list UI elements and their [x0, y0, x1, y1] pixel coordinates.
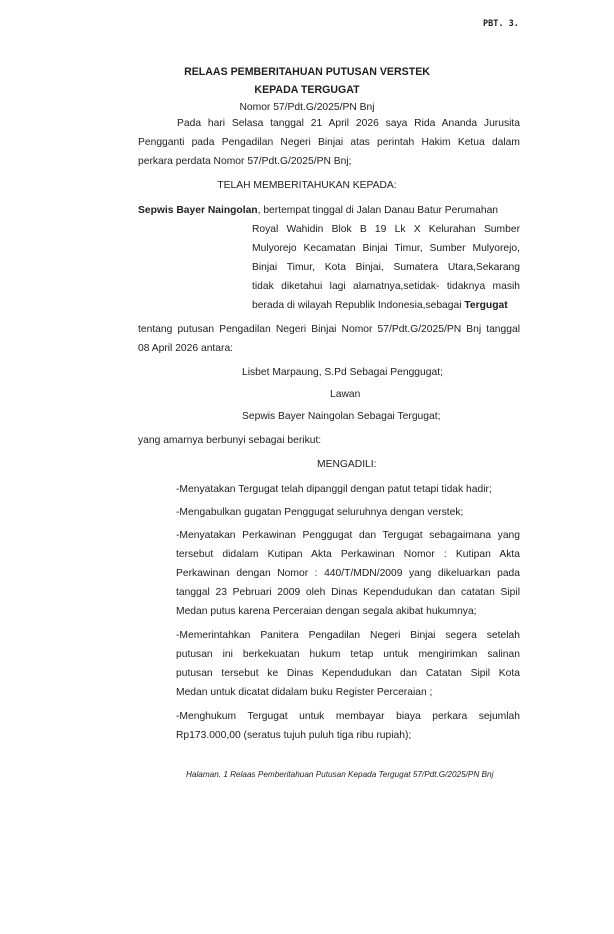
recipient-address-last	[252, 300, 508, 312]
ruling-item-cont: Medan putus karena Perceraian dengan segala akibat hukumnya;	[176, 606, 477, 617]
recipient-address-end: berada di wilayah Republik Indonesia,sebagai	[252, 300, 465, 311]
ruling-item: -Memerintahkan Panitera Pengadilan Negeri Binjai segera setelah	[176, 630, 520, 641]
ruling-item: -Mengabulkan gugatan Penggugat seluruhnya dengan verstek;	[176, 507, 464, 518]
recipient-role: Tergugat	[464, 300, 508, 311]
page-footer: Halaman. 1 Relaas Pemberitahuan Putusan Kepada Tergugat 57/Pdt.G/2025/PN Bnj	[186, 770, 494, 779]
defendant-line: Sepwis Bayer Naingolan Sebagai Tergugat;	[242, 411, 441, 422]
ruling-item-cont: Rp173.000,00 (seratus tujuh puluh tiga ribu rupiah);	[176, 730, 412, 741]
recipient-address-line: Mulyorejo Kecamatan Binjai Timur, Sumber Mulyorejo,	[252, 243, 520, 254]
notice-heading: TELAH MEMBERITAHUKAN KEPADA:	[217, 180, 397, 191]
intro-line-1: Pada hari Selasa tanggal 21 April 2026 saya Rida Ananda Jurusita	[177, 118, 520, 129]
versus-line: Lawan	[330, 389, 361, 400]
ruling-intro: yang amarnya berbunyi sebagai berikut:	[138, 435, 322, 446]
ruling-heading: MENGADILI:	[317, 459, 377, 470]
recipient-name: Sepwis Bayer Naingolan	[138, 205, 258, 216]
recipient-address-line: Binjai Timur, Kota Binjai, Sumatera Utara,Sekarang	[252, 262, 520, 273]
about-line-2: 08 April 2026 antara:	[138, 343, 234, 354]
document-title: RELAAS PEMBERITAHUAN PUTUSAN VERSTEK	[184, 66, 430, 78]
case-number: Nomor 57/Pdt.G/2025/PN Bnj	[239, 102, 375, 113]
recipient-line-1	[138, 205, 498, 217]
document-subtitle: KEPADA TERGUGAT	[254, 84, 360, 96]
ruling-item: -Menghukum Tergugat untuk membayar biaya perkara sejumlah	[176, 711, 520, 722]
document-reference: PBT. 3.	[483, 19, 519, 29]
ruling-item: -Menyatakan Perkawinan Penggugat dan Tergugat sebagaimana yang	[176, 530, 520, 541]
intro-line-3: perkara perdata Nomor 57/Pdt.G/2025/PN Bnj;	[138, 156, 352, 167]
recipient-address-line: tidak diketahui lagi alamatnya,setidak- tidaknya masih	[252, 281, 520, 292]
ruling-item: -Menyatakan Tergugat telah dipanggil dengan patut tetapi tidak hadir;	[176, 484, 492, 495]
ruling-item-cont: Perkawinan dengan Nomor : 440/T/MDN/2009 yang dikeluarkan pada	[176, 568, 520, 579]
ruling-item-cont: putusan tersebut ke Dinas Kependudukan dan Catatan Sipil Kota	[176, 668, 520, 679]
about-line-1: tentang putusan Pengadilan Negeri Binjai Nomor 57/Pdt.G/2025/PN Bnj tanggal	[138, 324, 520, 335]
intro-line-2: Pengganti pada Pengadilan Negeri Binjai atas perintah Hakim Ketua dalam	[138, 137, 520, 148]
ruling-item-cont: tersebut didalam Kutipan Akta Perkawinan Nomor : Kutipan Akta	[176, 549, 520, 560]
ruling-item-cont: putusan ini berkekuatan hukum tetap untuk mengirimkan salinan	[176, 649, 520, 660]
recipient-address-line: Royal Wahidin Blok B 19 Lk X Kelurahan Sumber	[252, 224, 520, 235]
ruling-item-cont: tanggal 23 Pebruari 2009 oleh Dinas Kependudukan dan catatan Sipil	[176, 587, 520, 598]
ruling-item-cont: Medan untuk dicatat didalam buku Register Perceraian ;	[176, 687, 433, 698]
plaintiff-line: Lisbet Marpaung, S.Pd Sebagai Penggugat;	[242, 367, 443, 378]
recipient-address-start: , bertempat tinggal di Jalan Danau Batur Perumahan	[257, 205, 499, 216]
